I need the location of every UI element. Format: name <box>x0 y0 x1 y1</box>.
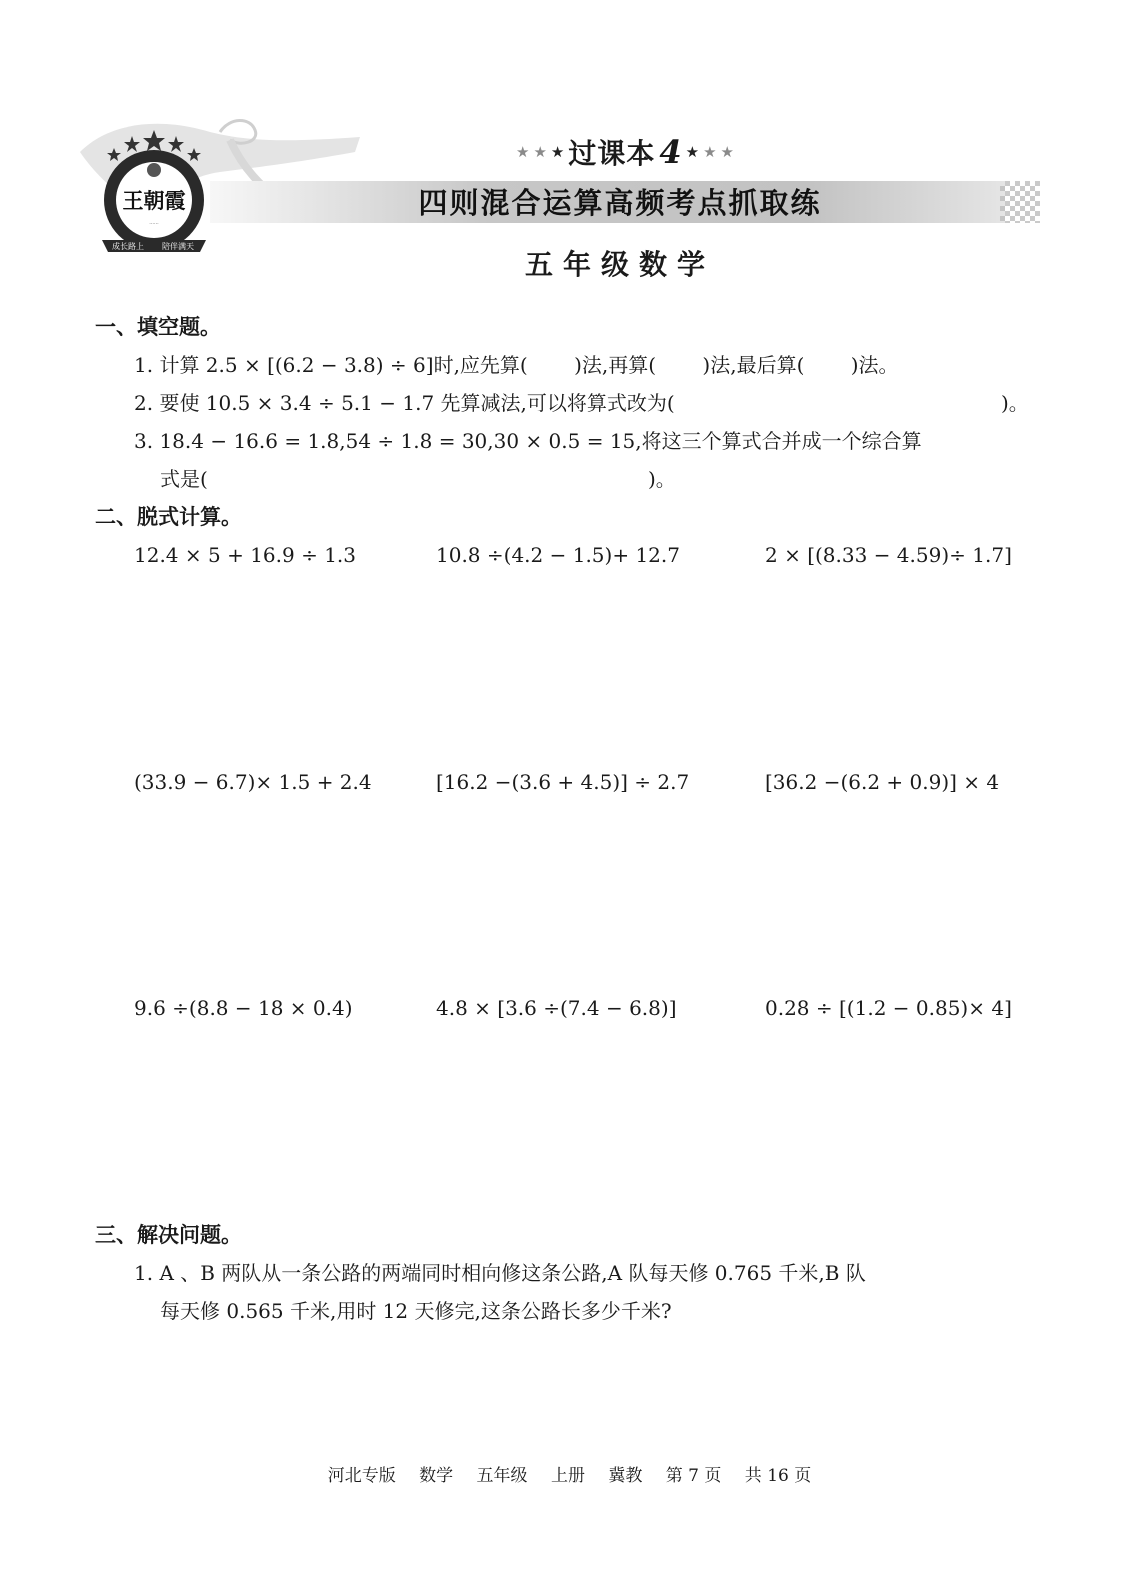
section-heading-calc: 二、脱式计算。 <box>95 505 242 529</box>
logo-brand-text: 王朝霞 <box>122 188 186 213</box>
section-heading-solve: 三、解决问题。 <box>95 1223 242 1247</box>
calc-expression: 4.8 × [3.6 ÷(7.4 − 6.8)] <box>436 996 677 1020</box>
calc-expression: [36.2 −(6.2 + 0.9)] × 4 <box>765 770 1000 794</box>
footer-subject: 数学 <box>419 1466 454 1486</box>
calc-expression: (33.9 − 6.7)× 1.5 + 2.4 <box>134 770 372 794</box>
footer-volume: 上册 <box>550 1466 585 1486</box>
calc-expression: 10.8 ÷(4.2 − 1.5)+ 12.7 <box>436 543 680 567</box>
star-icon: ★ <box>685 143 700 161</box>
series-title <box>500 132 750 172</box>
svg-text:······: ······ <box>149 221 159 227</box>
footer-total: 共 16 页 <box>744 1466 812 1486</box>
page-footer <box>0 1462 1139 1490</box>
grade-title: 五年级数学 <box>524 248 715 281</box>
question-2-text: 2. 要使 10.5 × 3.4 ÷ 5.1 − 1.7 先算减法,可以将算式改为( <box>134 391 675 415</box>
series-label: 过课本 <box>568 137 656 170</box>
problem-1-line2: 每天修 0.565 千米,用时 12 天修完,这条公路长多少千米? <box>160 1299 672 1323</box>
footer-publisher: 冀教 <box>608 1466 643 1486</box>
question-3-line2: 式是( <box>160 467 208 491</box>
star-icon: ★ <box>703 143 717 161</box>
footer-grade: 五年级 <box>476 1466 528 1486</box>
wangzhaoxia-logo <box>98 128 210 260</box>
logo-tagline-right: 陪伴满天 <box>162 242 194 251</box>
question-3-line1: 3. 18.4 − 16.6 = 1.8,54 ÷ 1.8 = 30,30 × 0.5 = 15,将这三个算式合并成一个综合算 <box>134 429 922 453</box>
logo-tagline-left: 成长路上 <box>112 242 144 251</box>
star-icon: ★ <box>550 143 565 161</box>
star-icon: ★ <box>516 143 530 161</box>
question-3-close: )。 <box>648 467 676 491</box>
star-icon: ★ <box>720 143 734 161</box>
banner-checker-decoration <box>1000 181 1040 223</box>
calc-expression: 12.4 × 5 + 16.9 ÷ 1.3 <box>134 543 357 567</box>
calc-expression: [16.2 −(3.6 + 4.5)] ÷ 2.7 <box>436 770 690 794</box>
calc-expression: 9.6 ÷(8.8 − 18 × 0.4) <box>134 996 353 1020</box>
star-icon: ★ <box>533 143 547 161</box>
problem-1-line1: 1. A 、B 两队从一条公路的两端同时相向修这条公路,A 队每天修 0.765 千米,B 队 <box>134 1261 866 1285</box>
banner-title: 四则混合运算高频考点抓取练 <box>418 186 822 220</box>
footer-page: 第 7 页 <box>665 1466 722 1486</box>
calc-expression: 2 × [(8.33 − 4.59)÷ 1.7] <box>765 543 1012 567</box>
calc-expression: 0.28 ÷ [(1.2 − 0.85)× 4] <box>765 996 1012 1020</box>
question-2-close: )。 <box>1001 391 1029 415</box>
series-number: 4 <box>659 133 682 171</box>
question-1: 1. 计算 2.5 × [(6.2 − 3.8) ÷ 6]时,应先算( )法,再算( )法,最后算( )法。 <box>134 353 899 377</box>
footer-edition: 河北专版 <box>327 1466 396 1486</box>
section-heading-fill-blank: 一、填空题。 <box>95 315 221 339</box>
